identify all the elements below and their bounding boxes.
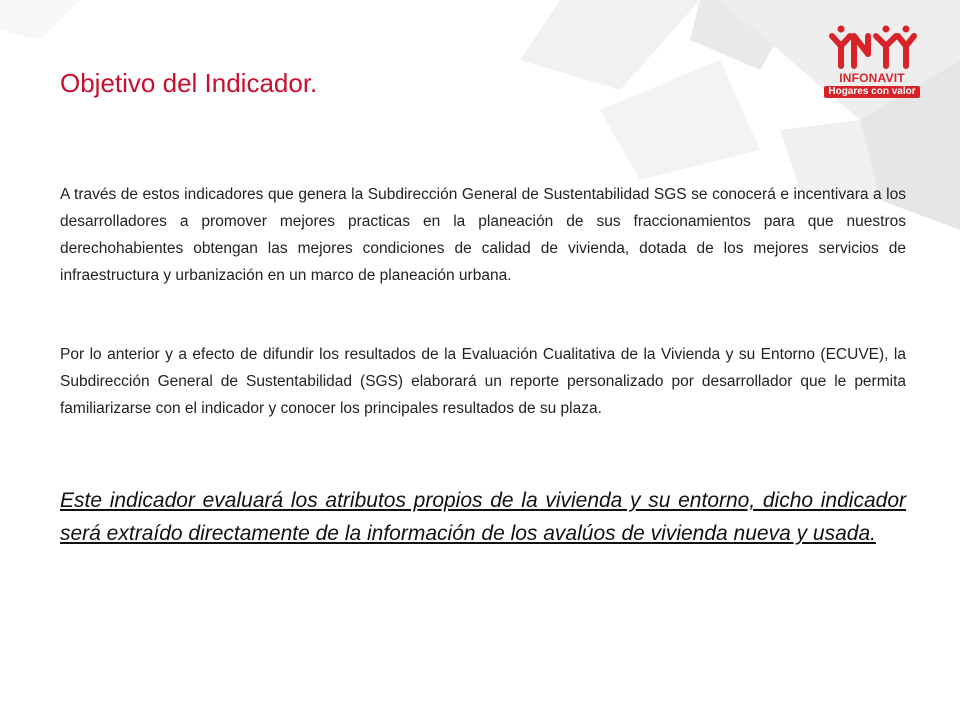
emphasis-statement: Este indicador evaluará los atributos propios de la vivienda y su entorno, dicho indicador será extraído directamente de la información de los avalúos de vivienda nueva y usada. — [60, 489, 906, 545]
logo-tagline: Hogares con valor — [824, 86, 920, 98]
paragraph-objective: A través de estos indicadores que genera la Subdirección General de Sustentabilidad SGS se conocerá e incentivara a los desarrolladores a promover mejores practicas en la planeación de sus fraccionamientos para que nuestros derechohabientes obtengan las mejores condiciones de calidad de vivienda, dotada de los mejores servicios de infraestructura y urbanización en un marco de planeación urbana. — [60, 186, 906, 284]
logo-brand-name: INFONAVIT — [839, 71, 905, 85]
infonavit-logo — [824, 24, 924, 104]
slide-title: Objetivo del Indicador. — [60, 68, 318, 98]
paragraph-report: Por lo anterior y a efecto de difundir los resultados de la Evaluación Cualitativa de la Vivienda y su Entorno (ECUVE), la Subdirección General de Sustentabilidad (SGS) elaborará un reporte personalizado por desarrollador que le permita familiarizarse con el indicador y conocer los principales resultados de su plaza. — [60, 346, 906, 417]
infonavit-house-icon — [824, 24, 920, 70]
